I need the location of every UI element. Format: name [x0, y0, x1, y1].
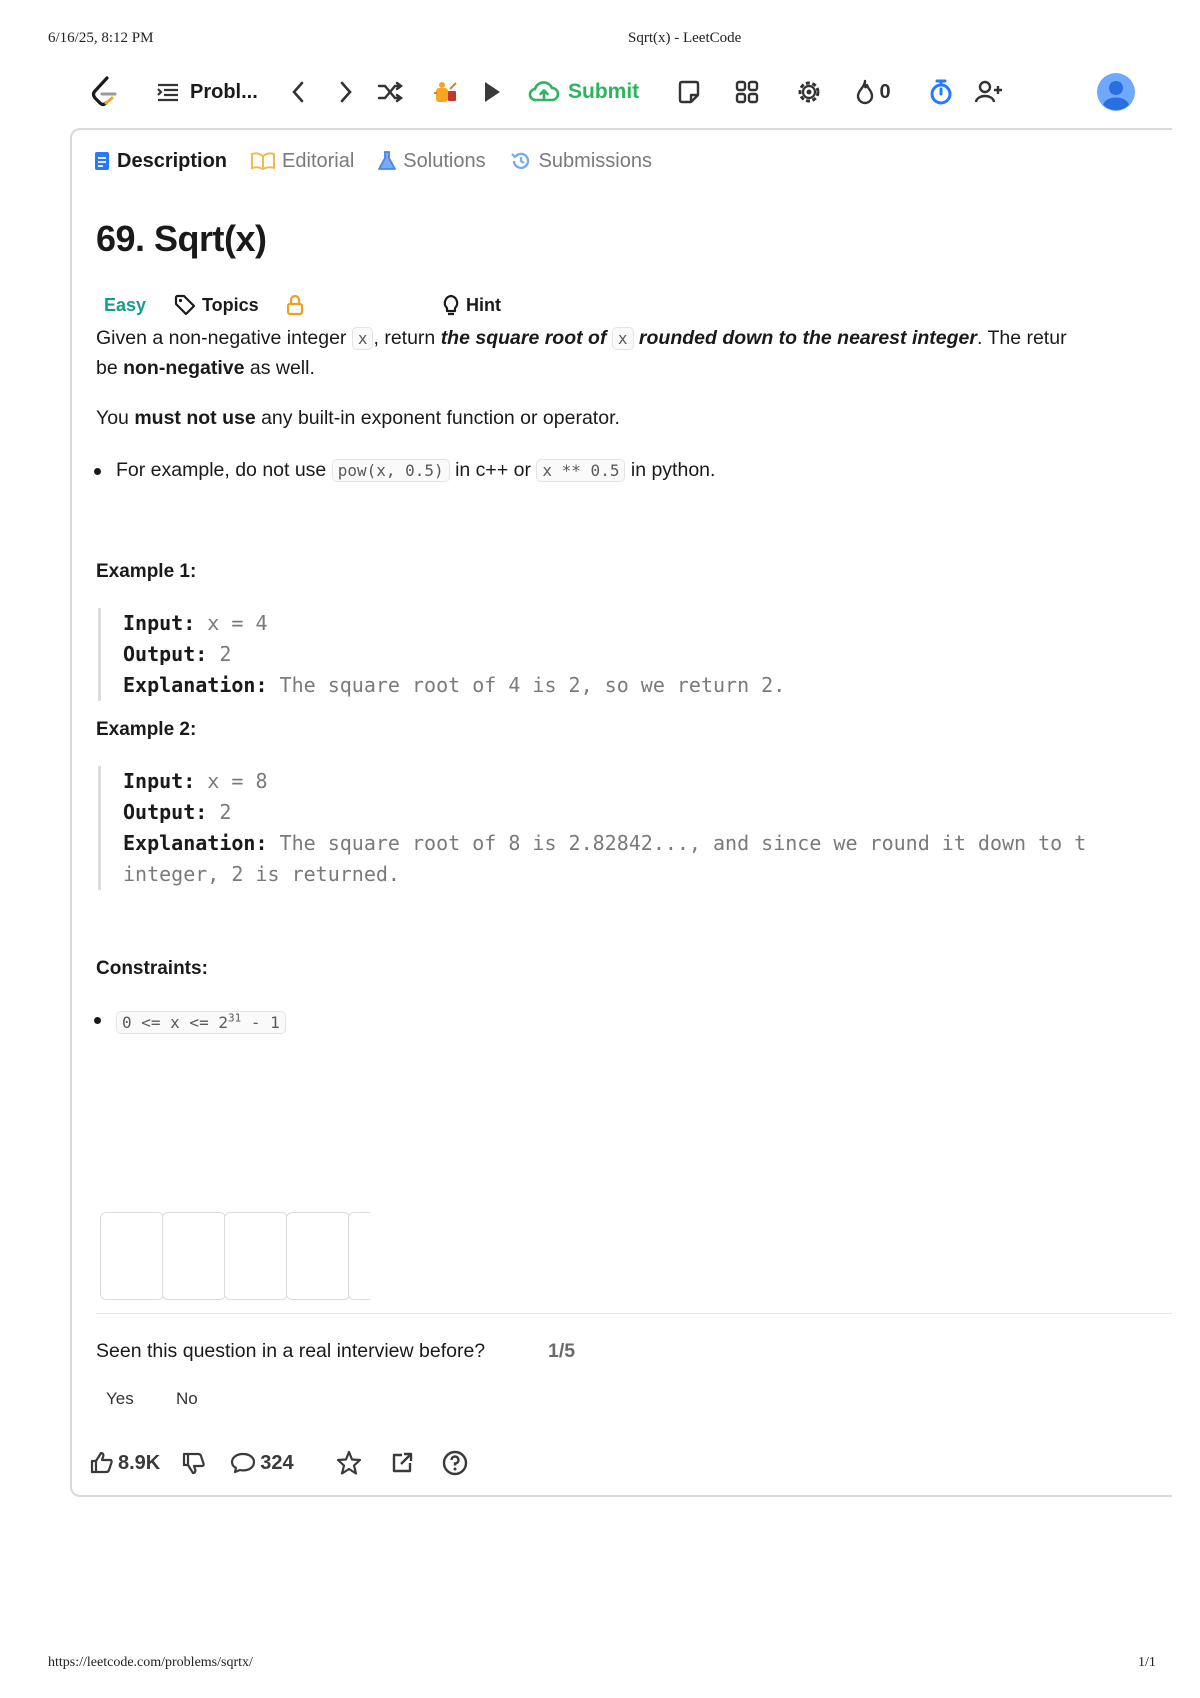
star-icon — [336, 1450, 362, 1476]
streak-counter[interactable] — [848, 70, 898, 114]
text: 0 <= x <= 2 — [122, 1013, 228, 1033]
print-url: https://leetcode.com/problems/sqrtx/ — [48, 1655, 253, 1670]
stopwatch-icon — [928, 78, 954, 106]
explanation-value: The square root of 8 is 2.82842..., and since we round it down to t — [267, 831, 1087, 855]
prev-problem-button[interactable] — [284, 70, 312, 114]
placeholder-box — [224, 1212, 288, 1300]
description-line — [96, 322, 1067, 355]
chevron-right-icon — [339, 81, 353, 103]
placeholder-strip — [100, 1212, 370, 1300]
interview-ratio: 1/5 — [548, 1340, 576, 1362]
description-line — [96, 402, 620, 434]
text: be — [96, 357, 124, 379]
input-label: Input: — [123, 769, 196, 793]
emphasis: the square root of — [440, 327, 612, 349]
print-datetime: 6/16/25, 8:12 PM — [48, 30, 154, 46]
history-icon — [510, 150, 532, 172]
comment-icon — [230, 1451, 256, 1475]
like-count: 8.9K — [118, 1451, 161, 1474]
tag-icon — [174, 294, 196, 316]
example-block — [98, 608, 785, 701]
input-value: x = 8 — [195, 769, 268, 793]
explanation-label: Explanation: — [123, 831, 268, 855]
bug-icon — [432, 79, 458, 105]
input-label: Input: — [123, 611, 196, 635]
companies-lock-button[interactable] — [286, 290, 304, 320]
problem-list-label: Probl... — [190, 80, 258, 103]
text: , return — [373, 327, 441, 349]
play-icon — [482, 80, 502, 104]
description-panel — [70, 128, 1172, 1497]
tab-label: Editorial — [282, 149, 355, 172]
book-icon — [251, 152, 275, 170]
description-bullet — [116, 454, 715, 487]
submit-label: Submit — [568, 80, 640, 103]
dislike-button[interactable] — [182, 1451, 206, 1475]
shuffle-icon — [377, 81, 405, 103]
example-heading: Example 2: — [96, 719, 197, 740]
interview-question: Seen this question in a real interview before? — [96, 1340, 486, 1362]
example-heading: Example 1: — [96, 561, 197, 582]
tab-bar — [94, 146, 676, 176]
submit-button[interactable] — [528, 70, 648, 114]
tab-submissions[interactable] — [510, 150, 652, 173]
run-button[interactable] — [478, 70, 506, 114]
flame-icon — [855, 79, 875, 105]
topics-label: Topics — [202, 294, 259, 315]
text: any built-in exponent function or operator. — [255, 407, 620, 429]
print-title: Sqrt(x) - LeetCode — [628, 30, 742, 46]
bullet-dot — [94, 1017, 101, 1024]
note-button[interactable] — [674, 70, 704, 114]
next-problem-button[interactable] — [332, 70, 360, 114]
output-label: Output: — [123, 800, 208, 824]
flask-icon — [378, 151, 396, 171]
output-value: 2 — [207, 800, 232, 824]
top-nav — [88, 70, 1138, 114]
text: For example, do not use — [116, 459, 332, 481]
bold-text: must not use — [134, 407, 256, 429]
user-avatar-icon — [1097, 73, 1135, 111]
example-block — [98, 766, 1086, 890]
bold-text: non-negative — [123, 357, 245, 379]
question-circle-icon — [442, 1450, 468, 1476]
text: as well. — [244, 357, 315, 379]
invite-button[interactable] — [972, 70, 1006, 114]
external-link-icon — [390, 1451, 414, 1475]
inline-code: x ** 0.5 — [536, 459, 625, 482]
difficulty-badge — [104, 290, 146, 320]
bullet-dot — [94, 468, 101, 475]
inline-code: x — [612, 327, 634, 350]
constraint-item — [116, 1003, 286, 1039]
gear-icon — [796, 79, 822, 105]
text: in c++ or — [449, 459, 537, 481]
placeholder-box — [100, 1212, 164, 1300]
explanation-label: Explanation: — [123, 673, 268, 697]
tab-label: Submissions — [538, 149, 652, 172]
emphasis: rounded down to the nearest integer — [633, 327, 977, 349]
output-label: Output: — [123, 642, 208, 666]
random-problem-button[interactable] — [374, 70, 408, 114]
avatar[interactable] — [1096, 70, 1136, 114]
topics-button[interactable] — [174, 290, 259, 320]
text: Given a non-negative integer — [96, 327, 352, 349]
list-icon — [156, 82, 180, 102]
hint-label: Hint — [466, 294, 501, 315]
tab-editorial[interactable] — [251, 150, 354, 173]
no-button[interactable]: No — [176, 1389, 198, 1408]
yes-button[interactable]: Yes — [106, 1389, 134, 1408]
chevron-left-icon — [291, 81, 305, 103]
lock-icon — [286, 294, 304, 316]
tab-label: Description — [117, 149, 228, 172]
input-value: x = 4 — [195, 611, 268, 635]
tab-description[interactable] — [94, 150, 227, 173]
grid-layout-icon — [735, 80, 759, 104]
problem-title: 69. Sqrt(x) — [96, 218, 267, 259]
settings-button[interactable] — [794, 70, 824, 114]
inline-code: x — [352, 327, 374, 350]
comment-count: 324 — [260, 1451, 294, 1474]
print-page-number: 1/1 — [1138, 1655, 1156, 1670]
explanation-value: integer, 2 is returned. — [123, 862, 400, 886]
timer-button[interactable] — [926, 70, 956, 114]
lightbulb-icon — [442, 294, 460, 316]
add-user-icon — [974, 79, 1004, 105]
streak-count: 0 — [879, 80, 891, 103]
constraints-heading: Constraints: — [96, 958, 208, 979]
placeholder-box — [162, 1212, 226, 1300]
output-value: 2 — [207, 642, 232, 666]
hint-button[interactable] — [442, 290, 501, 320]
cloud-upload-icon — [528, 80, 560, 104]
document-icon — [94, 151, 110, 171]
action-row — [90, 1445, 468, 1481]
problem-list-button[interactable] — [156, 70, 274, 114]
debug-button[interactable] — [430, 70, 460, 114]
explanation-value: The square root of 4 is 2, so we return 2. — [267, 673, 786, 697]
layout-button[interactable] — [732, 70, 762, 114]
tab-solutions[interactable] — [378, 150, 485, 173]
like-button[interactable] — [90, 1451, 160, 1475]
description-line — [96, 352, 315, 384]
placeholder-box — [286, 1212, 350, 1300]
tab-label: Solutions — [403, 149, 486, 172]
thumbs-up-icon — [90, 1451, 114, 1475]
comments-button[interactable] — [230, 1451, 293, 1475]
share-button[interactable] — [390, 1451, 414, 1475]
inline-code: pow(x, 0.5) — [332, 459, 450, 482]
text: in python. — [625, 459, 716, 481]
text: - 1 — [241, 1013, 280, 1033]
difficulty-label: Easy — [104, 294, 147, 315]
text: You — [96, 407, 135, 429]
divider — [96, 1313, 1172, 1314]
superscript: 31 — [227, 1012, 242, 1025]
leetcode-logo-icon[interactable] — [88, 70, 122, 114]
favorite-button[interactable] — [336, 1450, 362, 1476]
placeholder-box — [348, 1212, 370, 1300]
thumbs-down-icon — [182, 1451, 206, 1475]
note-icon — [677, 80, 701, 104]
inline-code — [116, 1011, 286, 1034]
text: . The retur — [976, 327, 1067, 349]
help-button[interactable] — [442, 1450, 468, 1476]
